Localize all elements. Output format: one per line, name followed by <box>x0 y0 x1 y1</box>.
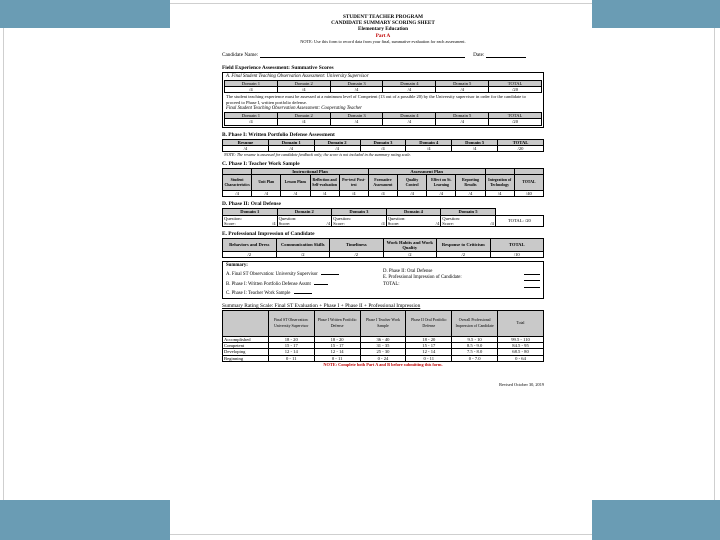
rating-cell: 0 - 11 <box>406 355 452 361</box>
score-label: Score: <box>333 220 345 226</box>
score-cell[interactable]: /4 <box>339 191 368 197</box>
score-cell[interactable]: /20 <box>498 145 544 151</box>
col-header: Total <box>498 311 544 337</box>
score-max: /4 <box>490 220 494 226</box>
rating-cell: 99.5 - 110 <box>498 337 544 343</box>
score-cell[interactable]: /4 <box>452 145 498 151</box>
rating-cell: 12 - 14 <box>314 349 360 355</box>
score-cell[interactable]: /4 <box>398 191 427 197</box>
summary-blank[interactable] <box>524 275 540 281</box>
domain-cell[interactable] <box>332 215 387 226</box>
col-header: Communication Skills <box>276 239 330 252</box>
col-header: Domain 1 <box>225 113 278 119</box>
col-header: TOTAL <box>489 113 542 119</box>
col-header: Domain 2 <box>277 113 330 119</box>
score-cell[interactable]: /4 <box>383 87 436 93</box>
rating-cell: 0 - 7.0 <box>452 355 498 361</box>
rating-cell: 12 - 14 <box>268 349 314 355</box>
summary-item-label: TOTAL: <box>383 281 400 287</box>
col-header: Phase I Written Portfolio Defense <box>314 311 360 337</box>
summary-item-label: B. Phase I: Written Portfolio Defense Assmt <box>226 281 311 287</box>
score-cell[interactable]: /4 <box>310 191 339 197</box>
col-header <box>223 311 269 337</box>
rating-cell: 25 - 30 <box>360 349 406 355</box>
summary-right <box>383 263 540 297</box>
oral-defense-table <box>222 208 544 227</box>
col-header: Domain 1 <box>225 80 278 86</box>
revision-date: Revised October 30, 2019 <box>499 381 544 387</box>
question-label: Question: <box>442 215 461 221</box>
col-header: Effect on St. Learning <box>427 175 456 191</box>
header-note: NOTE: Use this form to record data from your final, summative evaluation for each assessment. <box>300 38 466 44</box>
score-label: Score: <box>442 220 454 226</box>
rating-cell: 7.5 - 8.0 <box>452 349 498 355</box>
summary-item-label: C. Phase I: Teacher Work Sample <box>226 290 291 296</box>
score-cell[interactable]: /4 <box>223 191 252 197</box>
score-cell[interactable]: /4 <box>223 145 269 151</box>
summary-item <box>226 288 383 297</box>
col-header: Unit Plan <box>252 175 281 191</box>
col-header: Timeliness <box>330 239 384 252</box>
score-max: /4 <box>435 220 440 226</box>
col-header: Domain 2 <box>314 139 360 145</box>
score-cell[interactable]: /2 <box>223 252 277 258</box>
total-label: TOTAL: <box>507 218 524 224</box>
rating-level: Developing <box>223 349 269 355</box>
col-header: Work Habits and Work Quality <box>383 239 437 252</box>
rating-cell: 18 - 20 <box>406 337 452 343</box>
col-header: Domain 5 <box>452 139 498 145</box>
rating-cell: 0 - 11 <box>268 355 314 361</box>
score-cell[interactable]: /2 <box>437 252 491 258</box>
question-label: Question: <box>333 215 351 221</box>
date-field[interactable] <box>486 52 526 58</box>
score-cell[interactable]: /4 <box>277 87 330 93</box>
col-header: Integration of Technology <box>485 175 514 191</box>
rating-scale-title: Summary Rating Scale: Final ST Evaluation + Phase I + Phase II + Professional Impression <box>222 303 421 310</box>
score-max: /4 <box>326 220 331 226</box>
col-header: Reporting Results <box>456 175 485 191</box>
col-header: Behaviors and Dress <box>223 239 277 252</box>
col-header: Formative Assessment <box>368 175 397 191</box>
score-label: Score: <box>278 220 291 226</box>
summary-box <box>222 261 544 299</box>
rating-cell: 9.5 - 10 <box>452 337 498 343</box>
summary-blank[interactable] <box>314 279 328 285</box>
col-header: Domain 3 <box>332 209 387 215</box>
col-header: Domain 2 <box>277 80 330 86</box>
score-cell[interactable]: /4 <box>406 145 452 151</box>
score-cell[interactable]: /40 <box>514 191 543 197</box>
rating-level: Competent <box>223 343 269 349</box>
col-header: Domain 3 <box>330 113 383 119</box>
score-cell[interactable]: /4 <box>314 145 360 151</box>
question-label: Question: <box>387 215 406 221</box>
col-header: Domain 4 <box>383 80 436 86</box>
score-cell[interactable]: /4 <box>485 191 514 197</box>
col-header: Domain 1 <box>268 139 314 145</box>
rating-cell: 18 - 20 <box>268 337 314 343</box>
score-cell[interactable]: /4 <box>456 191 485 197</box>
rating-scale-table <box>222 310 544 362</box>
col-header: TOTAL <box>514 175 543 191</box>
rating-cell: 31 - 35 <box>360 343 406 349</box>
score-cell[interactable]: /4 <box>268 145 314 151</box>
summary-left <box>226 263 383 297</box>
score-cell[interactable]: /4 <box>252 191 281 197</box>
program-title: STUDENT TEACHER PROGRAM <box>343 14 423 20</box>
col-header: Domain 5 <box>436 80 489 86</box>
summary-blank[interactable] <box>294 288 312 294</box>
col-header: Domain 5 <box>436 113 489 119</box>
candidate-name-field[interactable] <box>260 52 465 58</box>
work-sample-title: C. Phase I: Teacher Work Sample <box>222 161 300 168</box>
work-sample-table <box>222 168 544 197</box>
candidate-name-label: Candidate Name: <box>222 51 259 58</box>
domain-cell[interactable] <box>223 215 278 226</box>
summary-blank[interactable] <box>321 269 339 275</box>
submit-note: NOTE: Complete both Part A and B before submitting this form. <box>323 361 443 367</box>
supervisor-title: A. Final Student Teaching Observation Assessment: University Supervisor <box>226 73 369 79</box>
rating-cell: 68.5 - 80 <box>498 349 544 355</box>
rating-cell: 18 - 20 <box>314 337 360 343</box>
cooperating-title: Final Student Teaching Observation Assessment: Cooperating Teacher <box>226 106 362 112</box>
rating-level: Beginning <box>223 355 269 361</box>
col-header: Final ST Observation: University Supervisor <box>268 311 314 337</box>
oral-total-cell[interactable] <box>495 215 543 226</box>
portfolio-table <box>222 139 544 152</box>
score-cell[interactable]: /2 <box>383 252 437 258</box>
rating-cell: 84.5 - 95 <box>498 343 544 349</box>
group-header: Instructional Plan <box>252 169 369 175</box>
part-label: Part A <box>375 32 391 39</box>
summary-blank[interactable] <box>524 269 540 275</box>
col-header: Student Characteristics <box>223 175 252 191</box>
col-header: Resume <box>223 139 269 145</box>
col-header: Reflection and Self-evaluation <box>310 175 339 191</box>
rating-cell: 15 - 17 <box>406 343 452 349</box>
table-row <box>223 355 544 361</box>
rating-cell: 15 - 17 <box>268 343 314 349</box>
score-cell[interactable]: /4 <box>383 119 436 125</box>
col-header: Overall Professional Impression of Candidate <box>452 311 498 337</box>
summary-item-label: A. Final ST Observation: University Supervisor <box>226 272 318 278</box>
col-header: Phase II Oral Portfolio Defense <box>406 311 452 337</box>
col-header: Domain 3 <box>330 80 383 86</box>
col-header: Domain 4 <box>406 139 452 145</box>
score-max: /4 <box>271 220 276 226</box>
score-cell[interactable]: /4 <box>281 191 310 197</box>
col-header: TOTAL <box>490 239 544 252</box>
score-cell[interactable]: /4 <box>360 145 406 151</box>
rating-cell: 0 - 11 <box>314 355 360 361</box>
col-header: Pre-test/ Post-test <box>339 175 368 191</box>
summary-item <box>226 279 383 288</box>
phase1-portfolio-title: B. Phase I: Written Portfolio Defense Assessment <box>222 131 335 138</box>
summary-blank[interactable] <box>524 282 540 288</box>
rating-cell: 0 - 24 <box>360 355 406 361</box>
score-cell[interactable]: /10 <box>490 252 544 258</box>
accent-bar-bottom-right <box>592 500 720 540</box>
score-cell[interactable]: /4 <box>427 191 456 197</box>
group-header: Assessment Plan <box>368 169 485 175</box>
col-header: Domain 4 <box>383 113 436 119</box>
col-header: Domain 5 <box>441 209 496 215</box>
score-cell[interactable]: /20 <box>489 119 542 125</box>
col-header: Quality Control <box>398 175 427 191</box>
score-max: /4 <box>381 220 385 226</box>
sheet-title: CANDIDATE SUMMARY SCORING SHEET <box>331 20 435 27</box>
col-header: Domain 1 <box>223 209 278 215</box>
col-header: Domain 3 <box>360 139 406 145</box>
summary-item-label: E. Professional Impression of Candidate: <box>383 275 462 281</box>
score-label: Score: <box>387 220 400 226</box>
impression-table <box>222 238 544 258</box>
rating-level: Accomplished <box>223 337 269 343</box>
summary-item <box>226 269 383 278</box>
summary-item <box>383 282 540 288</box>
question-label: Question: <box>224 215 242 221</box>
score-cell[interactable]: /2 <box>330 252 384 258</box>
rating-cell: 15 - 17 <box>314 343 360 349</box>
score-cell[interactable]: /4 <box>225 87 278 93</box>
rating-cell: 8.5 - 9.0 <box>452 343 498 349</box>
competency-paragraph: The student teaching experience must be assessed at a minimum level of Competent (13 out of a possible 20) by the University supervisor in order for the candidate to proceed to Phase I, written portfolio defense. <box>226 94 526 105</box>
scoring-sheet <box>222 14 544 387</box>
col-header: TOTAL <box>498 139 544 145</box>
col-header: Domain 4 <box>386 209 441 215</box>
score-cell[interactable]: /4 <box>330 119 383 125</box>
domain-cell[interactable] <box>441 215 496 226</box>
col-header: TOTAL <box>489 80 542 86</box>
score-cell[interactable]: /4 <box>330 87 383 93</box>
question-label: Question: <box>278 215 297 221</box>
summary-item-label: D. Phase II: Oral Defense <box>383 269 433 275</box>
resume-note: NOTE: The resume is assessed for candidate feedback only; the score is not included in the summary rating scale. <box>224 152 412 158</box>
col-header: Lesson Plans <box>281 175 310 191</box>
supervisor-table <box>224 80 542 93</box>
col-header: Response to Criticism <box>437 239 491 252</box>
score-cell[interactable]: /2 <box>276 252 330 258</box>
summary-title: Summary: <box>226 263 248 269</box>
rating-cell: 0 - 64 <box>498 355 544 361</box>
accent-bar-top-right <box>592 0 720 28</box>
col-header: Domain 2 <box>277 209 332 215</box>
domain-cell[interactable] <box>386 215 441 226</box>
score-cell[interactable]: /4 <box>225 119 278 125</box>
score-label: Score: <box>224 220 236 226</box>
score-cell[interactable]: /4 <box>436 119 489 125</box>
total-value: /20 <box>524 218 531 224</box>
field-assessment-box <box>222 72 544 128</box>
oral-defense-title: D. Phase II: Oral Defense <box>222 201 281 208</box>
score-cell[interactable]: /4 <box>436 87 489 93</box>
impression-title: E. Professional Impression of Candidate <box>222 231 315 238</box>
accent-bar-top-left <box>0 0 170 28</box>
field-section-title: Field Experience Assessment: Summative Scores <box>222 64 334 71</box>
date-label: Date: <box>473 51 485 58</box>
candidate-row <box>222 51 544 58</box>
domain-cell[interactable] <box>277 215 332 226</box>
score-cell[interactable]: /20 <box>489 87 542 93</box>
score-cell[interactable]: /4 <box>277 119 330 125</box>
cooperating-table <box>224 112 542 125</box>
program-subject: Elementary Education <box>357 26 408 33</box>
score-cell[interactable]: /4 <box>368 191 397 197</box>
col-header: Phase I Teacher Work Sample <box>360 311 406 337</box>
rating-cell: 36 - 40 <box>360 337 406 343</box>
accent-bar-bottom-left <box>0 500 170 540</box>
rating-cell: 12 - 14 <box>406 349 452 355</box>
